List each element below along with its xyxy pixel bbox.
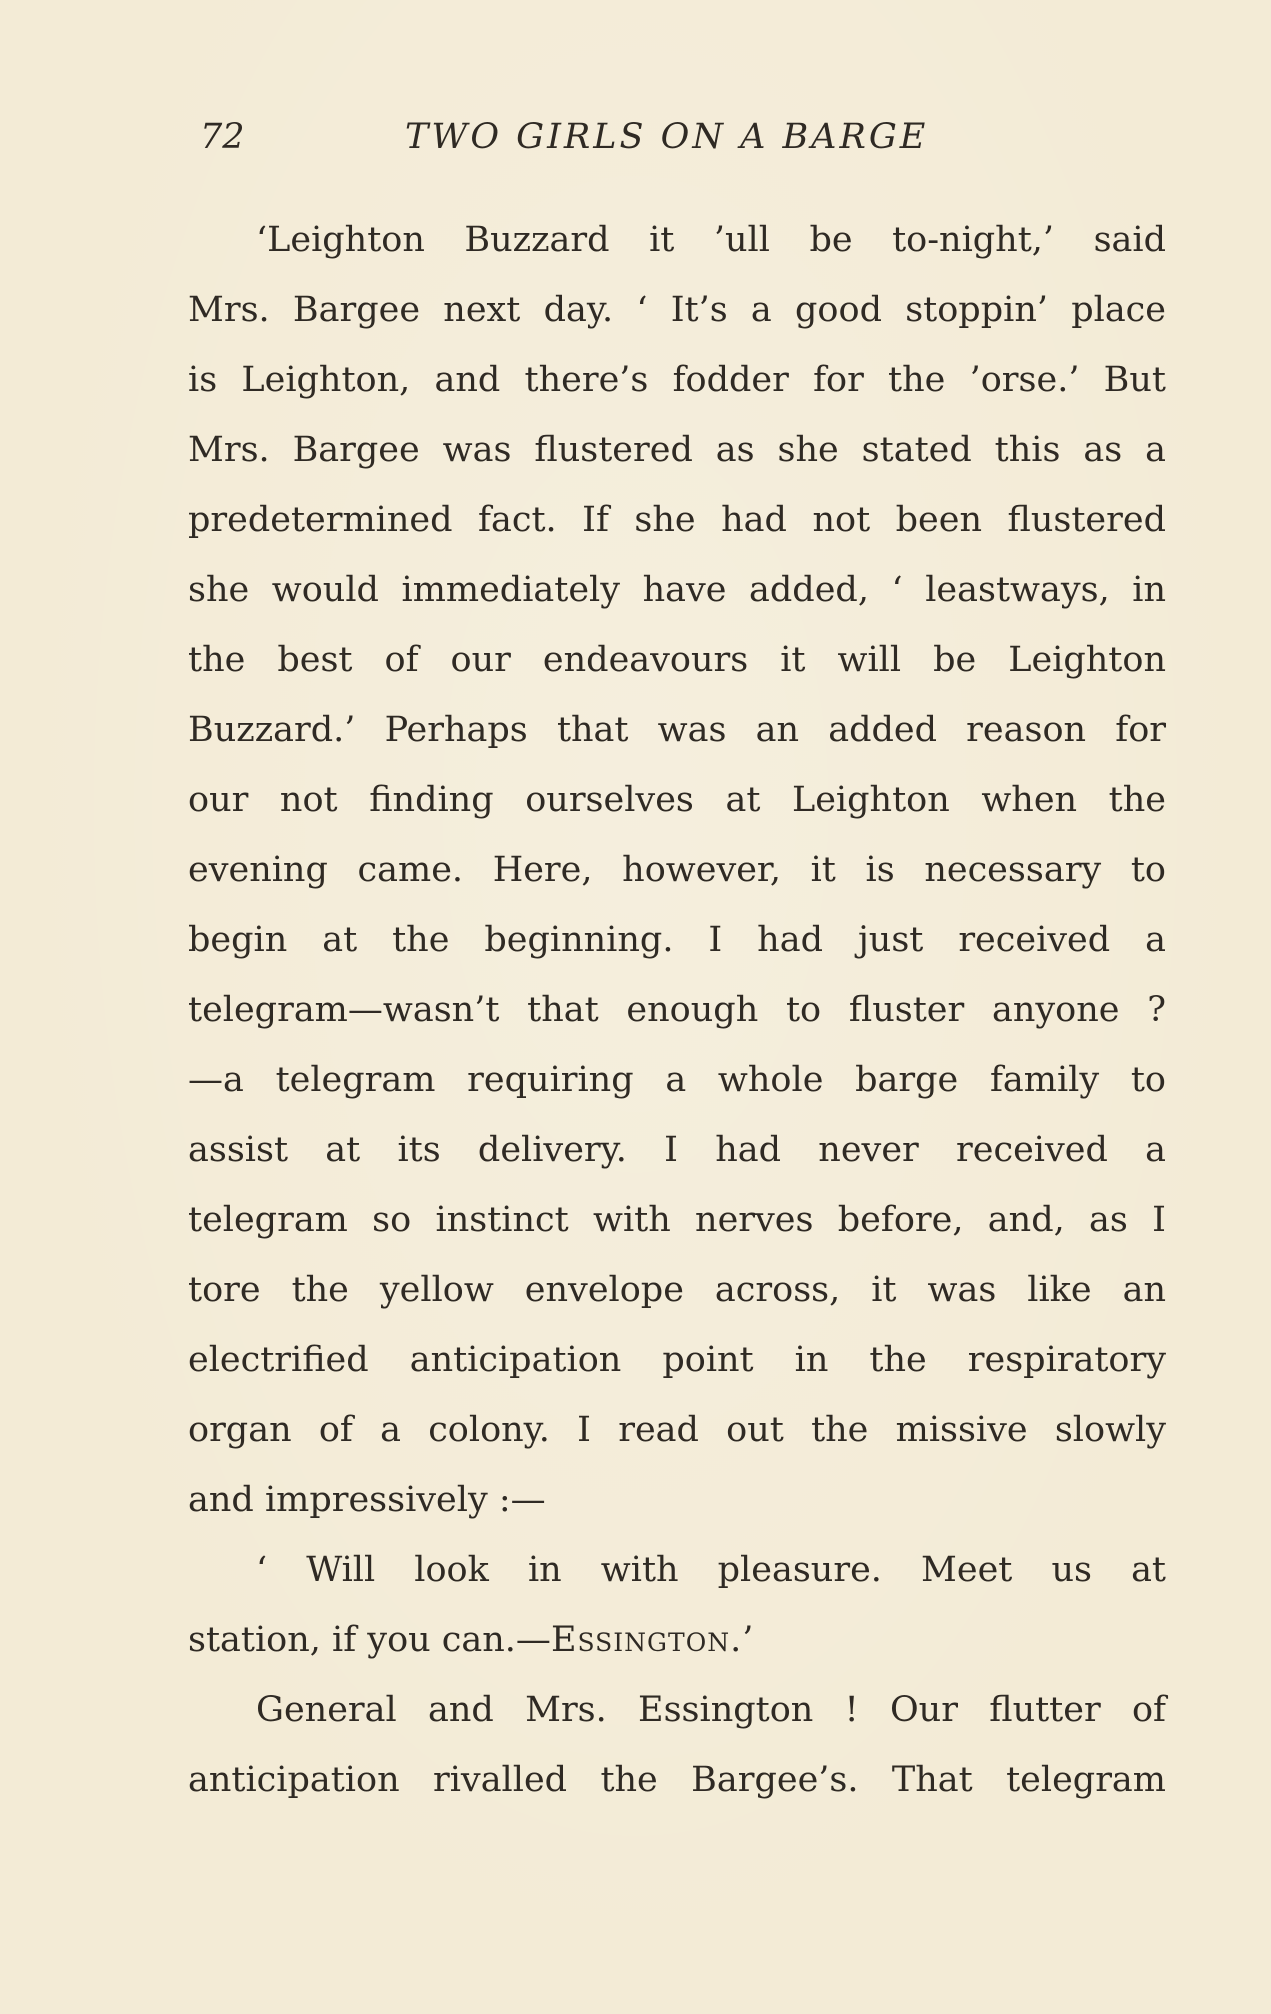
text-line: Mrs. Bargee next day. ‘ It’s a good stoppin’ place — [188, 290, 1166, 330]
text-line: tore the yellow envelope across, it was like an — [188, 1270, 1166, 1310]
text-line: evening came. Here, however, it is necessary to — [188, 850, 1166, 890]
text-line: is Leighton, and there’s fodder for the ’orse.’ But — [188, 360, 1166, 400]
text-line: the best of our endeavours it will be Leighton — [188, 640, 1166, 680]
text-line: telegram—wasn’t that enough to fluster anyone ? — [188, 990, 1166, 1030]
text-line: General and Mrs. Essington ! Our flutter of — [256, 1690, 1166, 1730]
text-line: —a telegram requiring a whole barge family to — [188, 1060, 1166, 1100]
text-line: Mrs. Bargee was flustered as she stated this as a — [188, 430, 1166, 470]
text-line: begin at the beginning. I had just received a — [188, 920, 1166, 960]
text-line: assist at its delivery. I had never received a — [188, 1130, 1166, 1170]
text-line: predetermined fact. If she had not been flustered — [188, 500, 1166, 540]
running-title: TWO GIRLS ON A BARGE — [405, 117, 929, 157]
text-line: organ of a colony. I read out the missive slowly — [188, 1410, 1166, 1450]
text-line: telegram so instinct with nerves before, and, as I — [188, 1200, 1166, 1240]
text-line: electrified anticipation point in the respiratory — [188, 1340, 1166, 1380]
text-line — [188, 1605, 1166, 1675]
signature-smallcaps: Essington.’ — [550, 1620, 755, 1660]
body-text — [188, 205, 1166, 1815]
text-line: ‘ Will look in with pleasure. Meet us at — [256, 1550, 1166, 1590]
text-line: our not finding ourselves at Leighton when the — [188, 780, 1166, 820]
text-line: she would immediately have added, ‘ leastways, in — [188, 570, 1166, 610]
page-number: 72 — [200, 117, 245, 157]
text-span: station, if you can.— — [188, 1620, 551, 1660]
text-line: and impressively :— — [188, 1480, 546, 1520]
running-head — [0, 112, 1271, 162]
text-line: ‘Leighton Buzzard it ’ull be to-night,’ said — [256, 220, 1166, 260]
text-line: anticipation rivalled the Bargee’s. That telegram — [188, 1760, 1166, 1800]
text-line: Buzzard.’ Perhaps that was an added reason for — [188, 710, 1166, 750]
